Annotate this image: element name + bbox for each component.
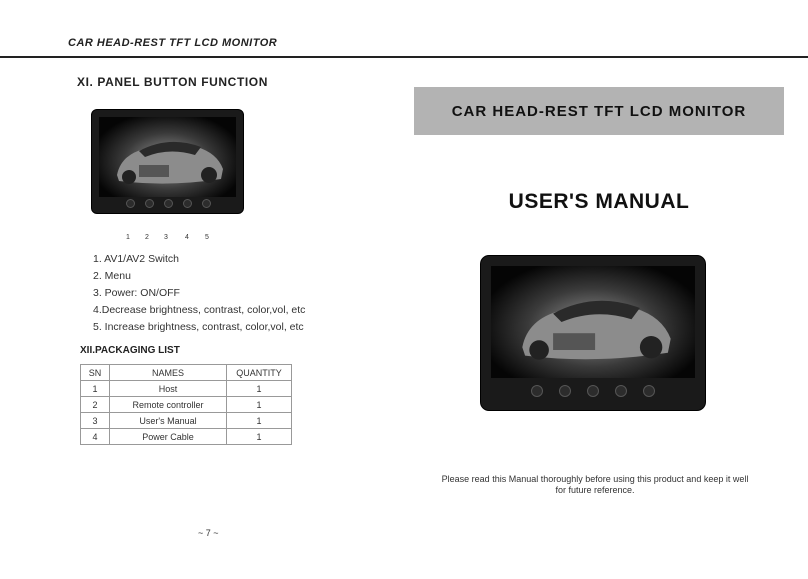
table-cell: 1: [81, 381, 110, 397]
large-monitor-screen: [491, 266, 695, 378]
table-cell: Remote controller: [110, 397, 227, 413]
table-cell: 1: [227, 429, 292, 445]
table-cell: 2: [81, 397, 110, 413]
banner-title: CAR HEAD-REST TFT LCD MONITOR: [451, 102, 747, 120]
button-1: [126, 199, 135, 208]
table-cell: Power Cable: [110, 429, 227, 445]
page-number: ~ 7 ~: [198, 528, 219, 538]
button-5: [643, 385, 655, 397]
button-number-4: 4: [185, 234, 189, 241]
table-header-row: [81, 365, 292, 381]
button-3: [587, 385, 599, 397]
section-title-panel-buttons: XI. PANEL BUTTON FUNCTION: [77, 75, 269, 89]
function-item: 4.Decrease brightness, contrast, color,vol, etc: [93, 304, 306, 316]
button-3: [164, 199, 173, 208]
packaging-table: [80, 364, 292, 445]
reading-notice: Please read this Manual thoroughly before using this product and keep it well for future reference.: [441, 474, 749, 495]
table-cell: 1: [227, 397, 292, 413]
table-row: [81, 397, 292, 413]
button-number-5: 5: [205, 234, 209, 241]
table-cell: User's Manual: [110, 413, 227, 429]
button-4: [615, 385, 627, 397]
table-cell: Host: [110, 381, 227, 397]
button-number-3: 3: [164, 234, 168, 241]
header-rule: [0, 56, 808, 58]
large-monitor-image: [480, 255, 706, 411]
button-5: [202, 199, 211, 208]
function-item: 5. Increase brightness, contrast, color,vol, etc: [93, 321, 304, 333]
button-2: [559, 385, 571, 397]
table-cell: 1: [227, 413, 292, 429]
small-monitor-screen: [99, 117, 236, 197]
table-cell: 3: [81, 413, 110, 429]
button-4: [183, 199, 192, 208]
table-cell: 1: [227, 381, 292, 397]
column-header: NAMES: [110, 365, 227, 381]
function-item: 2. Menu: [93, 270, 131, 282]
table-cell: 4: [81, 429, 110, 445]
function-item: 3. Power: ON/OFF: [93, 287, 180, 299]
car-photo: [99, 117, 236, 197]
table-row: [81, 381, 292, 397]
table-row: [81, 429, 292, 445]
column-header: SN: [81, 365, 110, 381]
button-function-list: [93, 251, 305, 336]
table-row: [81, 413, 292, 429]
button-number-2: 2: [145, 234, 149, 241]
function-item: 1. AV1/AV2 Switch: [93, 253, 179, 265]
column-header: QUANTITY: [227, 365, 292, 381]
button-1: [531, 385, 543, 397]
section-title-packaging: XII.PACKAGING LIST: [80, 345, 180, 356]
car-photo: [491, 266, 695, 378]
cover-banner: [414, 87, 784, 135]
button-number-1: 1: [126, 234, 130, 241]
manual-title: USER'S MANUAL: [508, 190, 690, 213]
running-header: CAR HEAD-REST TFT LCD MONITOR: [68, 37, 278, 49]
button-2: [145, 199, 154, 208]
small-monitor-image: [91, 109, 244, 214]
